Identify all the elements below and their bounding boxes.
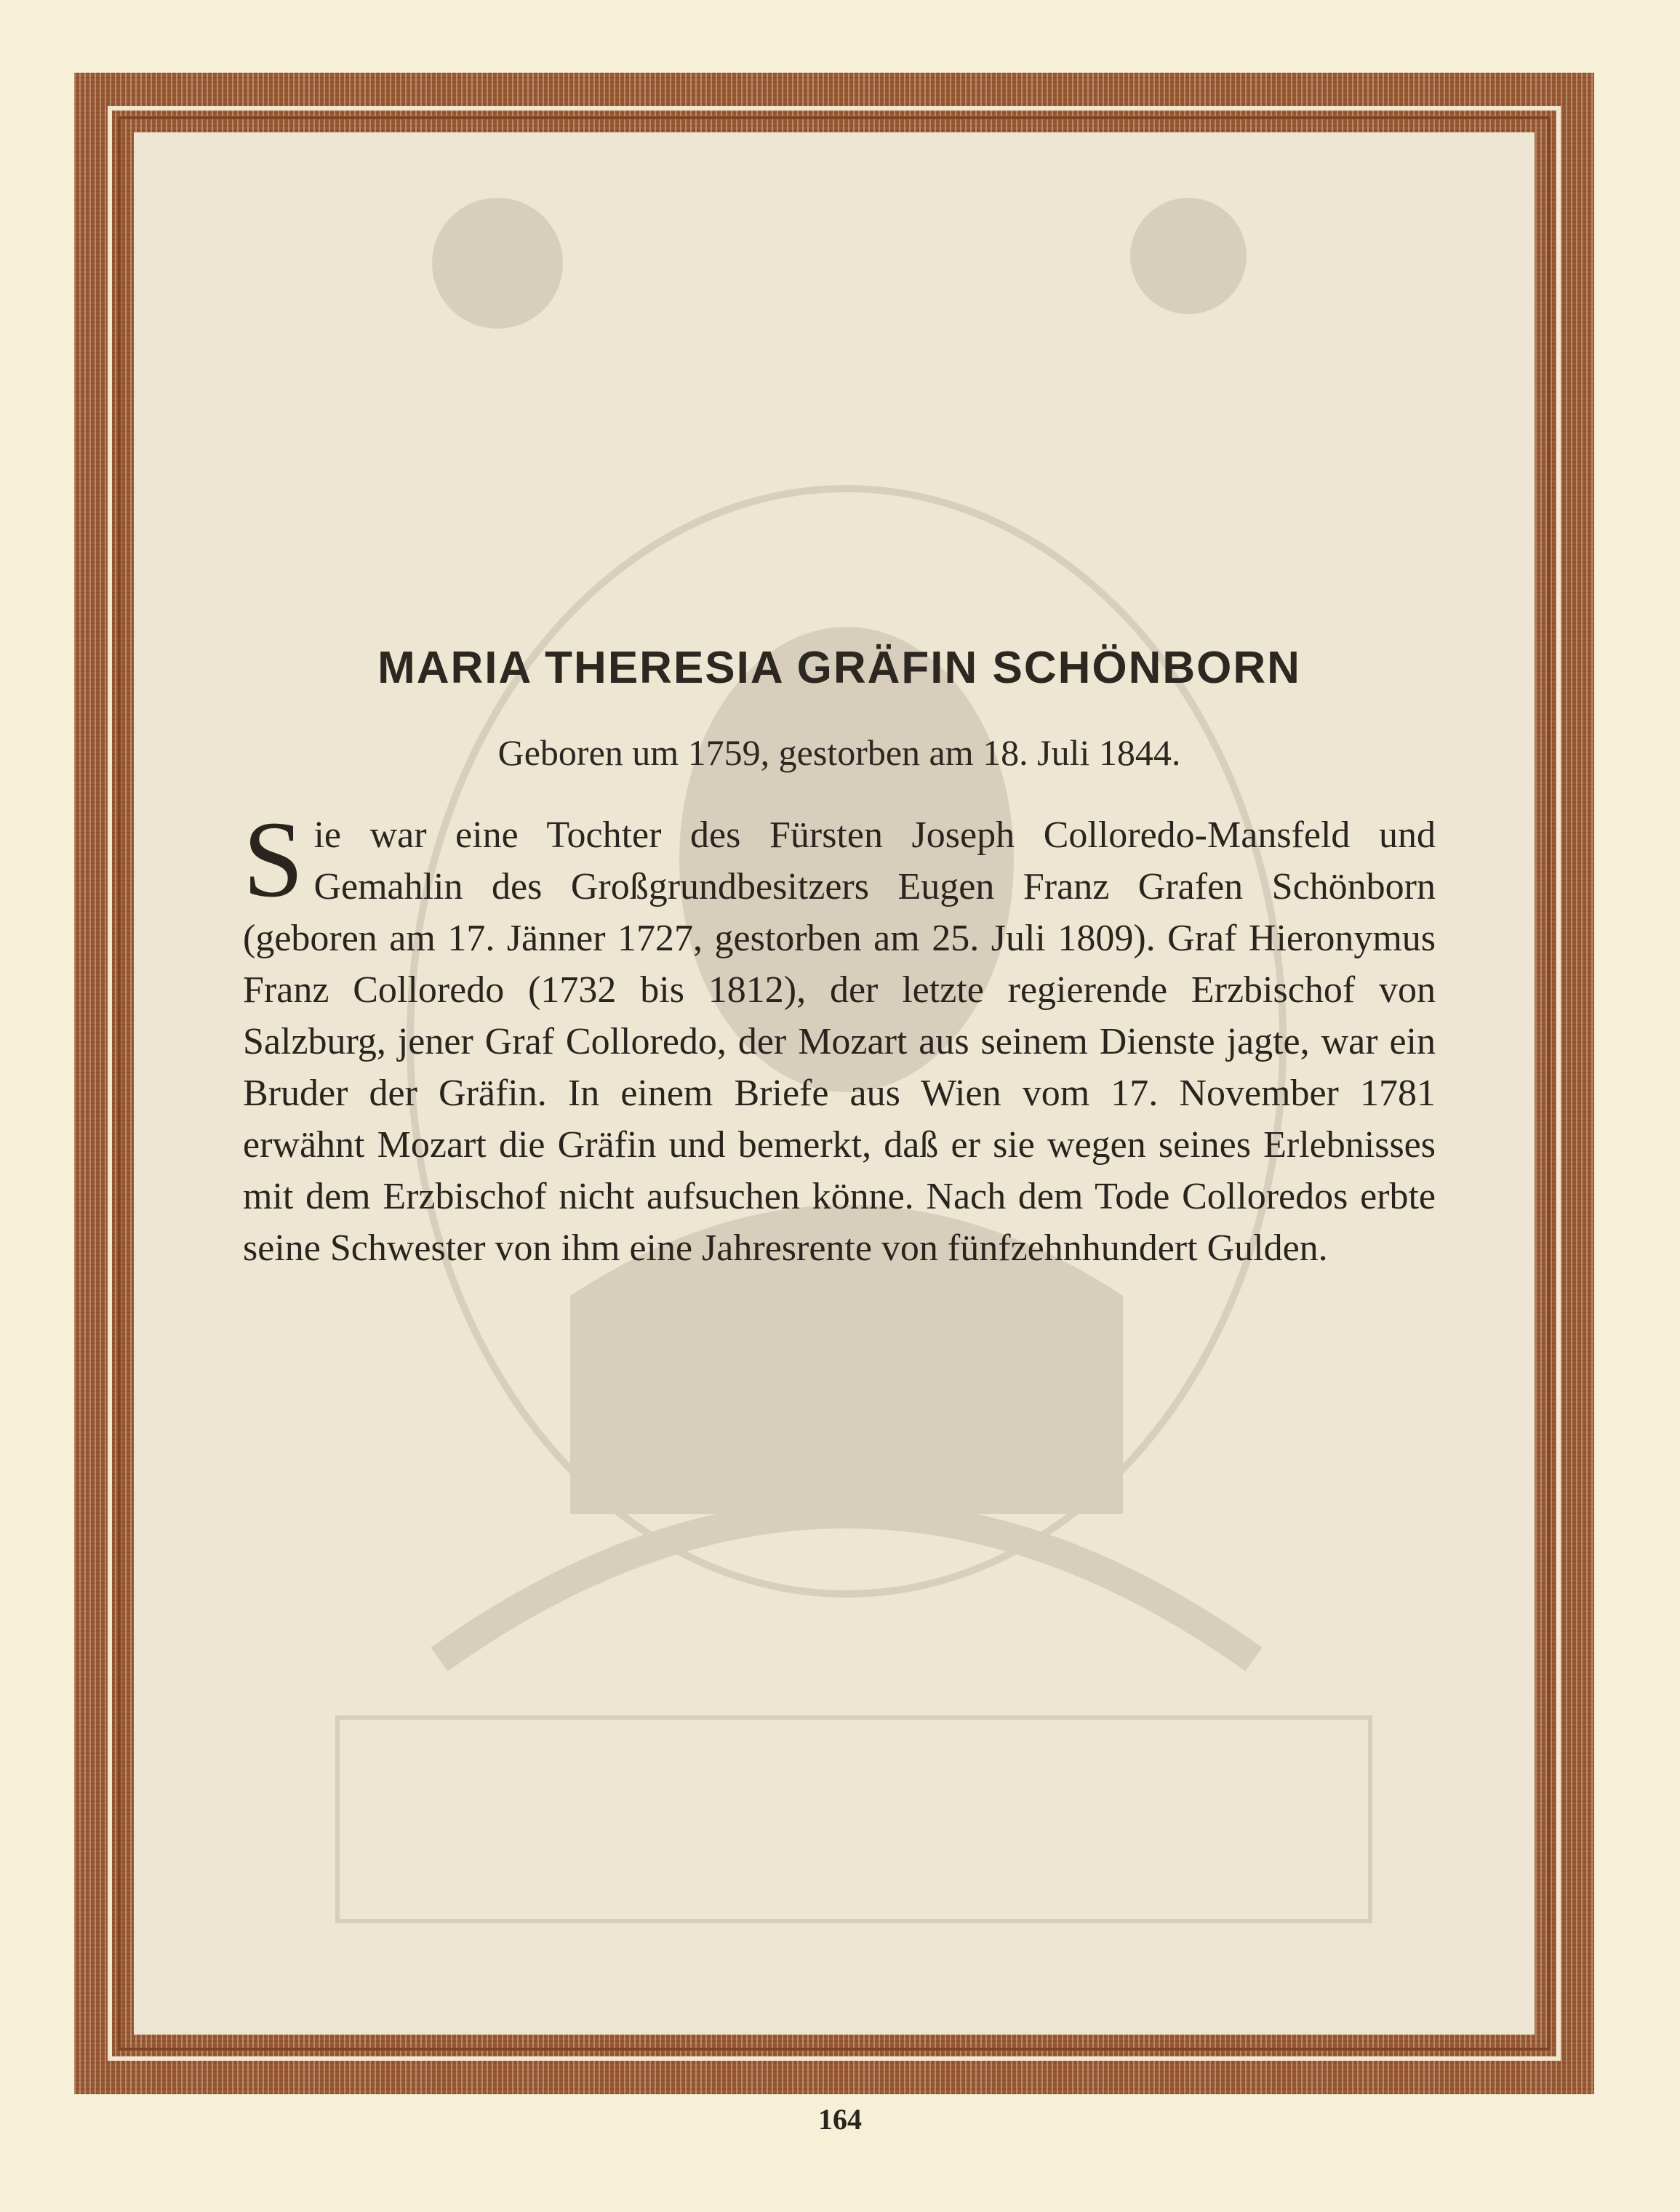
- article-body: [243, 799, 1436, 1274]
- page-number: 164: [818, 2103, 862, 2136]
- body-text: ie war eine Tochter des Fürsten Joseph Colloredo-Mansfeld und Gemahlin des Großgrundbesitzers Eugen Franz Grafen Schönborn (geboren am 17. Jänner 1727, gestorben am 25. Juli 1809). Graf Hieronymus Franz Colloredo (1732 bis 1812), der letzte regierende Erzbischof von Salzburg, jener Graf Colloredo, der Mozart aus seinem Dienste jagte, war ein Bruder der Gräfin. In einem Briefe aus Wien vom 17. November 1781 erwähnt Mozart die Gräfin und bemerkt, daß er sie wegen seines Erlebnisses mit dem Erzbischof nicht aufsuchen könne. Nach dem Tode Colloredos erbte seine Schwester von ihm eine Jahresrente von fünfzehnhundert Gulden.: [243, 814, 1436, 1270]
- drop-cap: S: [243, 799, 304, 921]
- life-dates: Geboren um 1759, gestorben am 18. Juli 1844.: [497, 732, 1181, 774]
- article: [243, 644, 1436, 1274]
- article-title: MARIA THERESIA GRÄFIN SCHÖNBORN: [377, 643, 1301, 693]
